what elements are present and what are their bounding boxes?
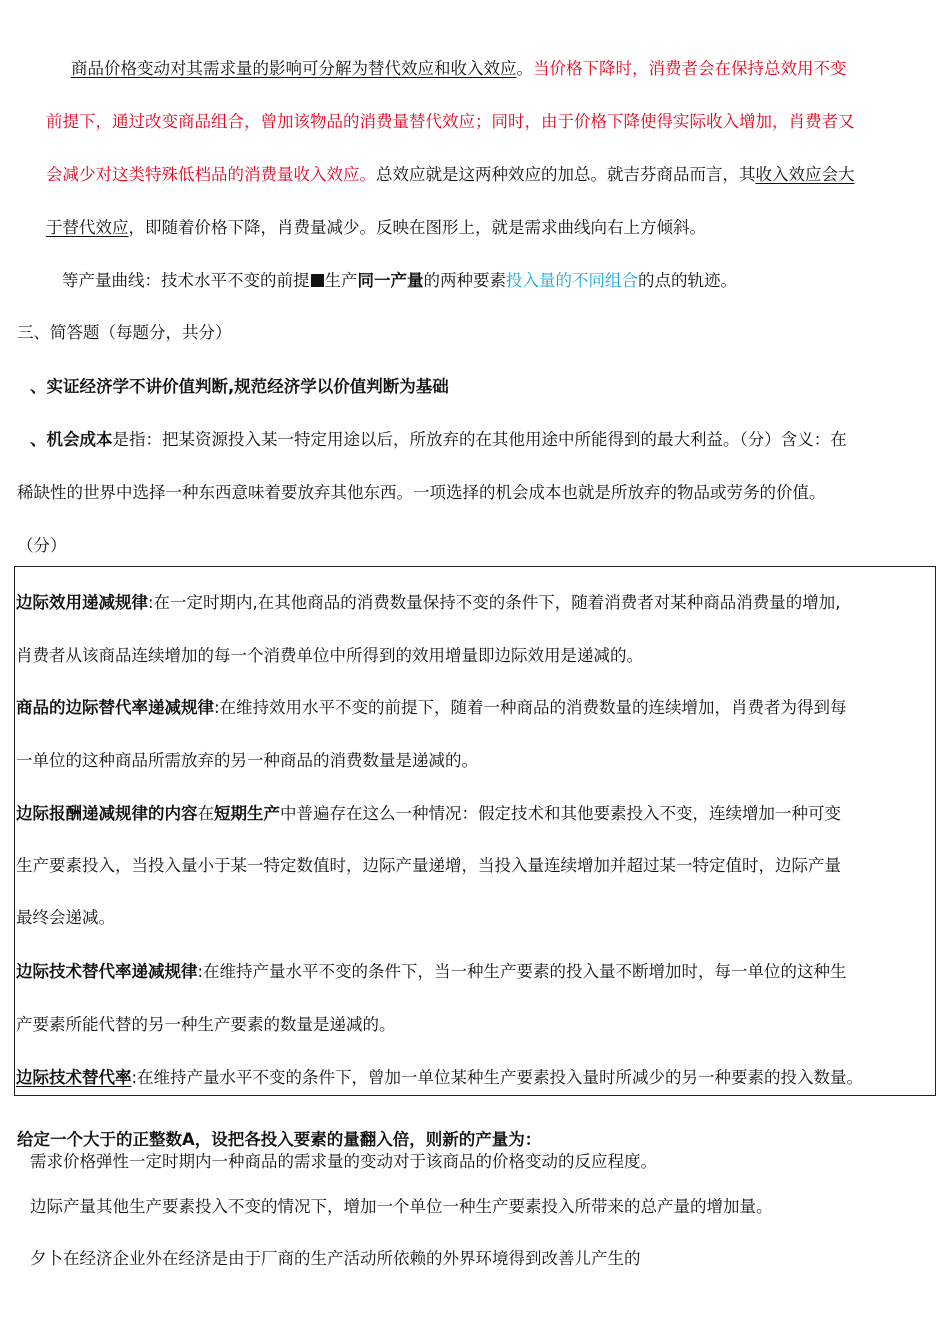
para2-text-d: 的两种要素 [423,271,506,290]
para1-underlined-phrase-2: 收入效应会大 [755,165,855,184]
para1-line3 [46,164,855,186]
after-line1: 给定一个大于的正整数A，设把各投入要素的量翻入倍，则新的产量为： [17,1130,542,1149]
box-row2: 肖费者从该商品连续增加的每一个消费单位中所得到的效用增量即边际效用是递减的。 [16,646,643,665]
section3-question2-line2: 稀缺性的世界中选择一种东西意味着要放弃其他东西。一项选择的机会成本也就是所放弃的物品或劳务的价值。 [17,483,826,502]
black-square-icon [311,274,324,287]
box-row1 [16,592,841,614]
para1-underlined-phrase-3: 于替代效应 [46,218,129,237]
section3-question2 [30,429,847,451]
q2-term: 、机会成本 [30,430,113,449]
para2-text-b: 生产 [324,271,358,290]
box-row6: 生产要素投入，当投入量小于某一特定数值时，边际产量递增，当投入量连续增加并超过某一特定值时，边际产量 [16,856,841,875]
box-row9: 产要素所能代替的另一种生产要素的数量是递减的。 [16,1015,396,1034]
para1-line4 [46,217,706,239]
section3-heading: 三、简答题（每题分，共分） [17,323,232,342]
term-diminishing-returns: 边际报酬递减规律的内容 [16,804,198,823]
after-line2: 需求价格弹性一定时期内一种商品的需求量的变动对于该商品的价格变动的反应程度。 [30,1152,657,1171]
para1-line1 [71,58,847,80]
box-row5-text-a: 在 [197,804,214,823]
box-row1-text: :在一定时期内,在其他商品的消费数量保持不变的条件下，随着消费者对某种商品消费量的增加, [148,593,841,612]
term-mrts: 边际技术替代率 [16,1068,132,1087]
para2-bold-text: 同一产量 [357,271,424,290]
after-line3: 边际产量其他生产要素投入不变的情况下，增加一个单位一种生产要素投入所带来的总产量的增加量。 [30,1197,773,1216]
section3-question1: 、实证经济学不讲价值判断,规范经济学以价值判断为基础 [30,377,449,396]
box-row8 [16,961,847,983]
section3-question2-line3: （分） [17,536,67,555]
term-short-run: 短期生产 [214,804,280,823]
para2-cyan-text: 投入量的不同组合 [506,271,638,290]
box-row3 [16,697,847,719]
q2-definition: 是指：把某资源投入某一特定用途以后，所放弃的在其他用途中所能得到的最大利益。（分）含义：在 [112,430,847,449]
para1-line2: 前提下，通过改变商品组合，曾加该物品的消费量替代效应；同时，由于价格下降使得实际收入增加，肖费者又 [46,112,855,131]
box-row10 [16,1067,863,1089]
term-mrs-diminishing: 商品的边际替代率递减规律 [16,698,214,717]
para2-text-f: 的点的轨迹。 [638,271,737,290]
para1-plain-text-2: ，即随着价格下降，肖费量减少。反映在图形上，就是需求曲线向右上方倾斜。 [128,218,706,237]
after-line4: 夕卜在经济企业外在经济是由于厂商的生产活动所依赖的外界环境得到改善儿产生的 [30,1249,641,1268]
term-mrts-diminishing: 边际技术替代率递减规律 [16,962,198,981]
box-row7: 最终会递减。 [16,908,115,927]
para2-isoquant [62,270,737,292]
box-row5-text-b: 中普遍存在这么一种情况：假定技术和其他要素投入不变，连续增加一种可变 [280,804,841,823]
para1-underlined-phrase: 商品价格变动对其需求量的影响可分解为替代效应和收入效应 [71,59,517,78]
box-row8-text: :在维持产量水平不变的条件下，当一种生产要素的投入量不断增加时，每一单位的这种生 [197,962,847,981]
para2-text-a: 等产量曲线：技术水平不变的前提 [62,271,310,290]
para1-period: 。 [516,59,533,78]
box-row5 [16,803,841,825]
box-row3-text: :在维持效用水平不变的前提下，随着一种商品的消费数量的连续增加，肖费者为得到每 [214,698,847,717]
para1-red-text-end: 会减少对这类特殊低档品的消费量收入效应。 [46,165,376,184]
para1-plain-text: 总效应就是这两种效应的加总。就吉芬商品而言，其 [376,165,756,184]
para1-red-text: 当价格下降时，消费者会在保持总效用不变 [533,59,847,78]
term-diminishing-marginal-utility: 边际效用递减规律 [16,593,148,612]
box-row10-text: :在维持产量水平不变的条件下，曾加一单位某种生产要素投入量时所减少的另一种要素的投入数量。 [131,1068,864,1087]
box-row4: 一单位的这种商品所需放弃的另一种商品的消费数量是递减的。 [16,751,478,770]
